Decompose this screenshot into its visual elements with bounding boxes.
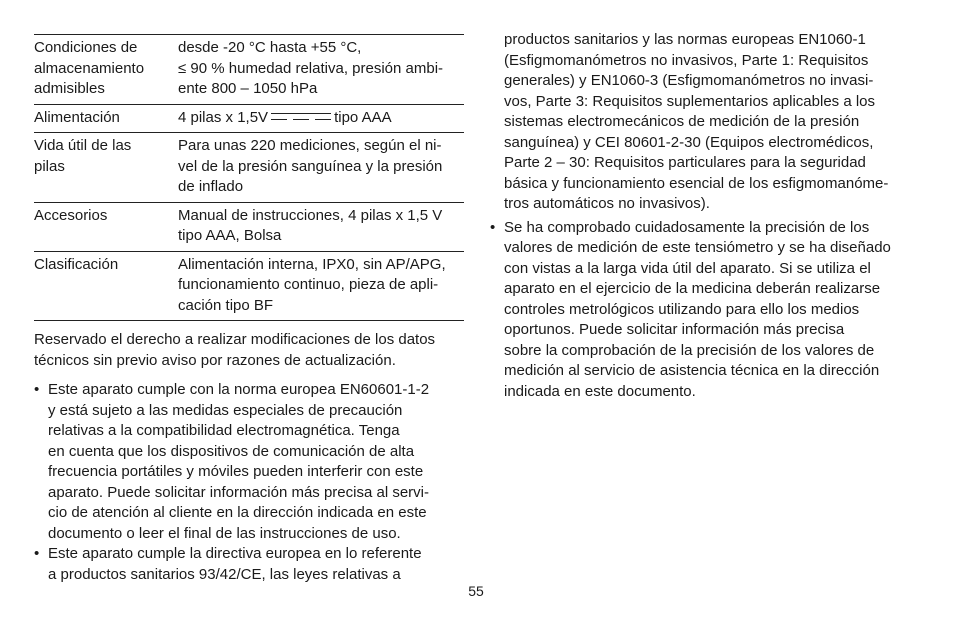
dc-solid-line <box>271 113 331 114</box>
bullet-line: oportunos. Puede solicitar información más precisa <box>504 321 845 338</box>
bullet-line: relativas a la compatibilidad electromagnética. Tenga <box>48 422 400 439</box>
bullet-line: aparato. Puede solicitar información más precisa al servi- <box>48 483 429 501</box>
bullet-line: sobre la comprobación de la precisión de los valores de <box>504 341 875 359</box>
spec-value-line <box>178 108 464 129</box>
paragraph-line: básica y funcionamiento esencial de los esfigmomanóme- <box>504 174 889 192</box>
bullet-line: controles metrológicos utilizando para ello los medios <box>504 300 860 318</box>
spec-value-line: tipo AAA, Bolsa <box>178 227 282 244</box>
continued-paragraph <box>490 30 920 215</box>
paragraph-line: Parte 2 – 30: Requisitos particulares para la seguridad <box>504 154 866 171</box>
left-column <box>34 34 464 585</box>
spec-label-line: Accesorios <box>34 206 108 224</box>
spec-value-line: funcionamiento continuo, pieza de apli- <box>178 276 439 293</box>
bullet-line: Este aparato cumple la directiva europea en lo referente <box>48 545 422 562</box>
spec-value-line: Para unas 220 mediciones, según el ni- <box>178 137 442 154</box>
spec-label-line: pilas <box>34 157 65 175</box>
spec-value-line: vel de la presión sanguínea y la presión <box>178 157 443 175</box>
notice-line: técnicos sin previo aviso por razones de actualización. <box>34 352 396 369</box>
spec-row <box>34 202 464 251</box>
bullet-line: indicada en este documento. <box>504 382 696 400</box>
spec-row <box>34 104 464 133</box>
spec-row <box>34 35 464 105</box>
bullet-line: cio de atención al cliente en la dirección indicada en este <box>48 504 427 521</box>
spec-value-line: de inflado <box>178 178 244 195</box>
bullet-dot: • <box>34 545 40 562</box>
spec-value-line: ente 800 – 1050 hPa <box>178 80 318 97</box>
dc-dash <box>293 119 309 120</box>
bullet-line: y está sujeto a las medidas especiales de precaución <box>48 401 403 419</box>
bullet-item <box>490 218 920 403</box>
bullet-dot: • <box>490 218 496 236</box>
spec-value-line: desde -20 °C hasta +55 °C, <box>178 39 362 56</box>
bullet-dot: • <box>34 381 40 398</box>
spec-value <box>178 202 464 251</box>
left-bullet-list <box>34 380 464 585</box>
paragraph-line: sistemas electromecánicos de medición de la presión <box>504 113 860 130</box>
spec-value <box>178 251 464 321</box>
spec-label-line: almacenamiento <box>34 59 145 77</box>
bullet-line: medición al servicio de asistencia técnica en la dirección <box>504 362 880 379</box>
paragraph-line: generales) y EN1060-3 (Esfigmomanómetros no invasi- <box>504 72 874 89</box>
bullet-line: a productos sanitarios 93/42/CE, las leyes relativas a <box>48 565 401 583</box>
paragraph-line: (Esfigmomanómetros no invasivos, Parte 1: Requisitos <box>504 51 869 69</box>
bullet-line: Este aparato cumple con la norma europea EN60601-1-2 <box>48 381 430 398</box>
spec-row <box>34 251 464 321</box>
spec-label-line: Clasificación <box>34 255 119 273</box>
bullet-item <box>34 380 464 544</box>
paragraph-line: sanguínea) y CEI 80601-2-30 (Equipos electromédicos, <box>504 133 874 151</box>
technical-specs-table <box>34 34 464 321</box>
bullet-line: frecuencia portátiles y móviles pueden interferir con este <box>48 463 424 480</box>
spec-value-line: Manual de instrucciones, 4 pilas x 1,5 V <box>178 206 443 224</box>
spec-value-line: ≤ 90 % humedad relativa, presión ambi- <box>178 59 444 77</box>
spec-value-after: tipo AAA <box>334 108 392 126</box>
right-bullet-list <box>490 218 920 403</box>
right-column <box>490 30 920 402</box>
bullet-line: con vistas a la larga vida útil del aparato. Si se utiliza el <box>504 259 871 277</box>
spec-value <box>178 35 464 105</box>
paragraph-line: vos, Parte 3: Requisitos suplementarios aplicables a los <box>504 92 876 110</box>
spec-label-line: Alimentación <box>34 108 120 126</box>
dc-current-symbol-icon <box>271 112 331 122</box>
spec-label <box>34 35 178 105</box>
spec-value <box>178 133 464 203</box>
notice-line: Reservado el derecho a realizar modificaciones de los datos <box>34 331 436 348</box>
spec-label <box>34 133 178 203</box>
bullet-line: en cuenta que los dispositivos de comunicación de alta <box>48 442 415 460</box>
spec-value-line: Alimentación interna, IPX0, sin AP/APG, <box>178 255 446 273</box>
spec-label <box>34 251 178 321</box>
paragraph-line: productos sanitarios y las normas europeas EN1060-1 <box>504 31 866 48</box>
spec-value-before: 4 pilas x 1,5V <box>178 108 269 126</box>
bullet-line: aparato en el ejercicio de la medicina deberán realizarse <box>504 280 881 297</box>
modification-notice <box>34 329 464 371</box>
spec-label <box>34 104 178 133</box>
spec-label-line: Condiciones de <box>34 39 138 56</box>
spec-row <box>34 133 464 203</box>
dc-dash <box>315 119 331 120</box>
spec-label-line: Vida útil de las <box>34 137 132 154</box>
spec-value-line: cación tipo BF <box>178 296 274 314</box>
bullet-item <box>34 544 464 585</box>
spec-label-line: admisibles <box>34 80 105 97</box>
spec-label <box>34 202 178 251</box>
bullet-line: Se ha comprobado cuidadosamente la precisión de los <box>504 218 870 236</box>
dc-dash <box>271 119 287 120</box>
page-number: 55 <box>468 583 484 599</box>
paragraph-line: tros automáticos no invasivos). <box>504 195 710 212</box>
bullet-line: valores de medición de este tensiómetro y se ha diseñado <box>504 239 891 256</box>
spec-value <box>178 104 464 133</box>
bullet-line: documento o leer el final de las instrucciones de uso. <box>48 524 401 542</box>
